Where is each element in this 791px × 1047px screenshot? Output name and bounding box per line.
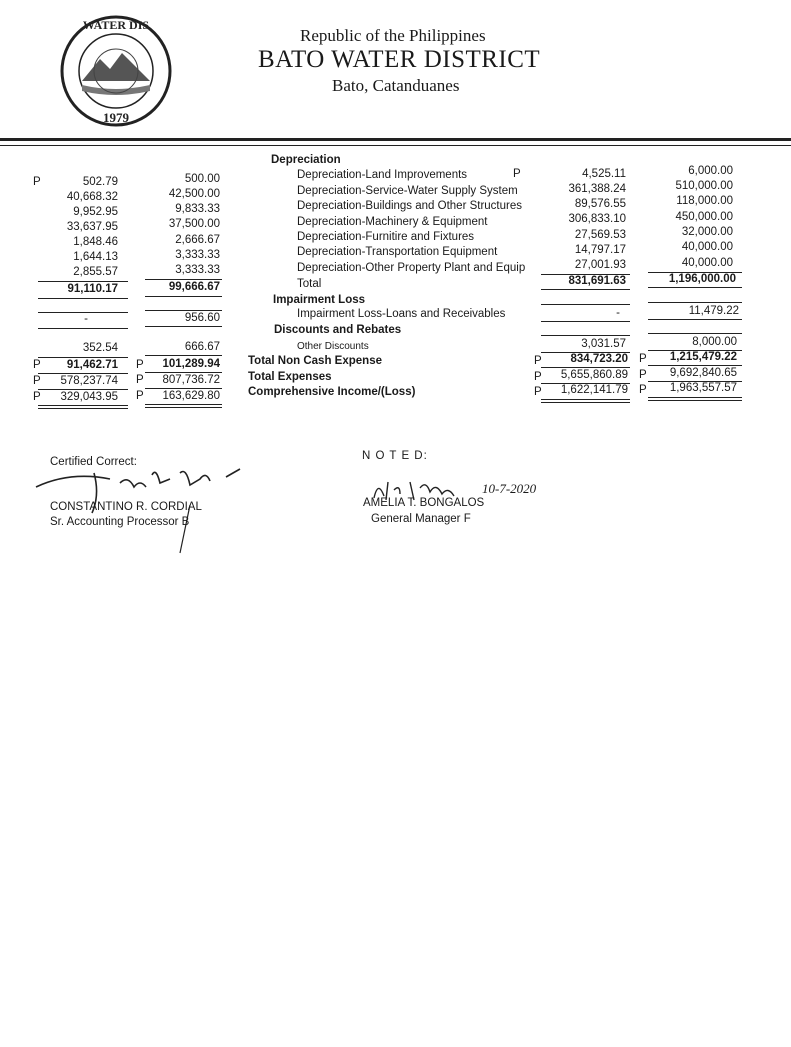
comprehensive-current: 1,622,141.79 [560,384,628,396]
left-col-a-discount: 352.54 [82,342,118,354]
noted-label: N O T E D: [362,450,428,462]
left-col-b-impairment: 956.60 [184,312,220,324]
underline [541,321,630,322]
noter-name: AMELIA T. BONGALOS [363,497,485,509]
total-noncash-current: 834,723.20 [570,353,628,365]
left-col-a-subtotal: 91,110.17 [67,283,118,295]
dep-item-budget: 450,000.00 [675,211,733,223]
left-col-b-value: 2,666.67 [175,234,220,246]
certifier-title: Sr. Accounting Processor B [50,516,190,528]
double-underline [648,400,742,401]
district-name: BATO WATER DISTRICT [258,46,541,73]
dep-item-label: Depreciation-Service-Water Supply System [297,185,518,197]
underline [38,328,128,329]
total-expenses-label: Total Expenses [248,371,332,383]
dep-item-budget: 32,000.00 [681,226,733,238]
left-col-a-impairment: - [84,313,88,325]
dep-item-budget: 40,000.00 [681,257,733,269]
left-col-b-comprehensive: 163,629.80 [162,390,220,402]
dep-item-label: Depreciation-Buildings and Other Structures [297,200,523,212]
dep-item-budget: 118,000.00 [676,195,733,207]
currency-symbol: P [33,391,41,403]
underline [38,298,128,299]
left-col-a-total-expenses: 578,237.74 [60,375,118,387]
underline [648,302,742,303]
double-underline [145,404,222,405]
district-address: Bato, Catanduanes [332,76,460,95]
dep-item-current: 89,576.55 [574,198,626,210]
underline [145,388,222,389]
currency-symbol: P [639,353,647,365]
currency-symbol: P [136,390,144,402]
left-col-b-discount: 666.67 [184,341,220,353]
total-noncash-label: Total Non Cash Expense [248,355,382,367]
underline [541,289,630,290]
double-underline [541,399,630,400]
section-depreciation: Depreciation [271,154,341,166]
currency-symbol: P [33,375,41,387]
total-expenses-budget: 9,692,840.65 [669,367,737,379]
double-underline [648,397,742,398]
underline [541,367,630,368]
dep-item-budget: 40,000.00 [681,241,733,253]
currency-symbol: P [136,374,144,386]
dep-item-label: Depreciation-Other Property Plant and Equip [297,262,526,274]
discount-budget: 8,000.00 [692,336,737,348]
currency-symbol: P [136,359,144,371]
discount-current: 3,031.57 [581,338,626,350]
dep-item-current: 306,833.10 [568,213,626,225]
discount-label: Other Discounts [297,341,369,352]
underline [648,319,742,320]
currency-symbol: P [33,359,41,371]
underline [648,287,742,288]
dep-item-current: 27,569.53 [574,229,626,241]
underline [38,389,128,390]
left-col-b-value: 9,833.33 [175,203,220,215]
left-col-b-value: 3,333.33 [175,264,220,276]
comprehensive-label: Comprehensive Income/(Loss) [248,386,416,398]
currency-symbol: P [534,386,542,398]
left-col-b-total-expenses: 807,736.72 [162,374,220,386]
left-col-a-value: 2,855.57 [73,266,118,278]
dep-total-current: 831,691.63 [568,275,626,287]
dep-item-budget: 510,000.00 [675,180,733,192]
left-col-a-value: 1,848.46 [73,236,118,248]
handwritten-date: 10-7-2020 [482,481,537,496]
underline [38,357,128,358]
underline [145,326,222,327]
impairment-current: - [616,307,620,319]
dep-item-label: Depreciation-Transportation Equipment [297,246,498,258]
currency-symbol: P [534,355,542,367]
double-underline [38,405,128,406]
left-col-b-value: 3,333.33 [175,249,220,261]
certified-label: Certified Correct: [50,456,137,468]
section-impairment: Impairment Loss [273,294,366,306]
underline [145,296,222,297]
left-col-a-value: 9,952.95 [73,206,118,218]
currency-symbol: P [33,176,41,188]
left-col-a-comprehensive: 329,043.95 [60,391,118,403]
underline [38,373,128,374]
underline [38,281,128,282]
left-col-a-total-noncash: 91,462.71 [66,359,118,371]
district-seal [60,15,172,127]
dep-item-label: Depreciation-Machinery & Equipment [297,216,488,228]
currency-symbol: P [534,371,542,383]
dep-item-current: 14,797.17 [574,244,626,256]
underline [648,333,742,334]
underline [145,310,222,311]
impairment-label: Impairment Loss-Loans and Receivables [297,308,506,320]
left-col-b-value: 500.00 [184,173,220,185]
svg-text:1979: 1979 [103,110,129,125]
underline [145,279,222,280]
currency-symbol: P [639,384,647,396]
svg-text:WATER DIS: WATER DIS [82,18,150,32]
currency-symbol: P [639,369,647,381]
double-underline [38,408,128,409]
dep-item-current: 361,388.24 [568,183,626,195]
dep-item-current: 4,525.11 [582,168,626,180]
underline [541,335,630,336]
republic-heading: Republic of the Philippines [300,26,486,45]
dep-item-label: Depreciation-Land Improvements [297,169,468,181]
dep-total-budget: 1,196,000.00 [668,273,736,285]
left-col-b-value: 37,500.00 [168,218,220,230]
section-discounts: Discounts and Rebates [274,324,402,336]
underline [145,355,222,356]
double-underline [541,402,630,403]
left-col-a-value: 1,644.13 [73,251,118,263]
currency-symbol: P [513,168,521,180]
total-noncash-budget: 1,215,479.22 [669,351,737,363]
dep-item-current: 27,001.93 [574,259,626,271]
left-col-a-value: 40,668.32 [66,191,118,203]
dep-item-label: Depreciation-Furnitire and Fixtures [297,231,475,243]
noter-title: General Manager F [371,513,471,525]
header-rule-thin [0,145,791,146]
impairment-budget: 11,479.22 [688,305,739,317]
certifier-name: CONSTANTINO R. CORDIAL [50,501,202,513]
dep-item-budget: 6,000.00 [688,165,733,177]
double-underline [145,407,222,408]
comprehensive-budget: 1,963,557.57 [669,382,737,394]
underline [648,365,742,366]
dep-total-label: Total [297,278,322,290]
underline [541,304,630,305]
underline [145,372,222,373]
left-col-b-total-noncash: 101,289.94 [162,358,220,370]
left-col-a-value: 502.79 [82,176,118,188]
left-col-b-value: 42,500.00 [168,188,220,200]
total-expenses-current: 5,655,860.89 [560,369,628,381]
left-col-b-subtotal: 99,666.67 [168,281,220,293]
left-col-a-value: 33,637.95 [66,221,118,233]
header-rule [0,138,791,141]
